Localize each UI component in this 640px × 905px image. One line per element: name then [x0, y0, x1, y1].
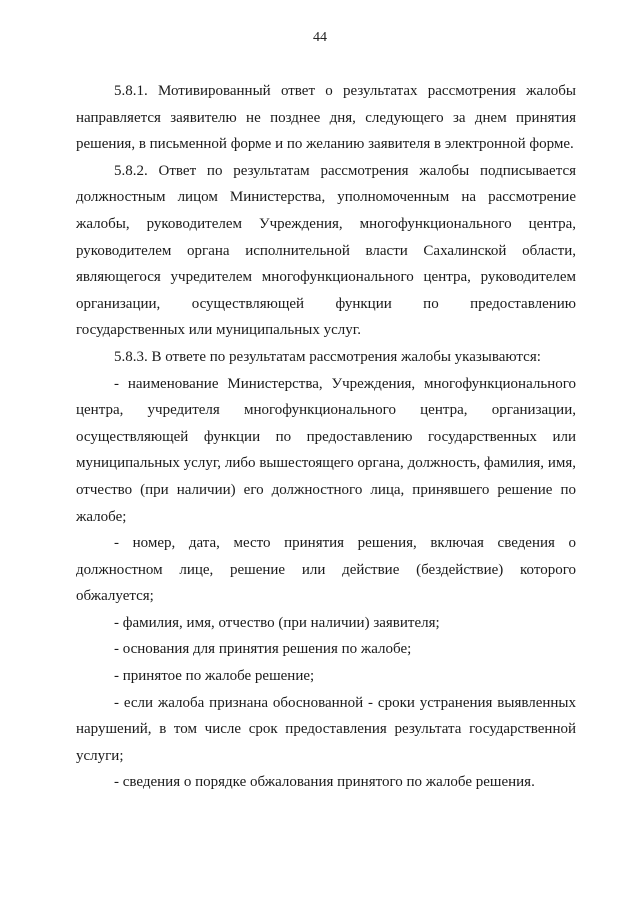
list-item-appeal-procedure: - сведения о порядке обжалования принятого по жалобе решения. [114, 774, 535, 791]
page-number: 44 [313, 30, 327, 45]
paragraph-5-8-2: 5.8.2. Ответ по результатам рассмотрения жалобы подписывается должностным лицом Министерства, уполномоченным на рассмотрение жалобы, руководителем Учреждения, многофункционального центра, руководителем органа исполнительной власти Сахалинской области, являющегося учредителем многофункционального центра, руководителем организации, осуществляющей функции по предоставлению государственных или муниципальных услуг. [76, 162, 576, 339]
list-item-applicant-name: - фамилия, имя, отчество (при наличии) заявителя; [114, 614, 440, 631]
list-item-decision-details: - номер, дата, место принятия решения, включая сведения о должностном лице, решение или действие (бездействие) которого обжалуется; [76, 535, 576, 605]
document-body [76, 78, 576, 796]
list-item-violation-terms: - если жалоба признана обоснованной - сроки устранения выявленных нарушений, в том числе срок предоставления результата государственной услуги; [76, 694, 576, 764]
list-item-decision: - принятое по жалобе решение; [114, 668, 315, 685]
list-item-authority-name: - наименование Министерства, Учреждения, многофункционального центра, учредителя многофункционального центра, организации, осуществляющей функции по предоставлению государственных или муниципальных услуг, либо вышестоящего органа, должность, фамилия, имя, отчество (при наличии) его должностного лица, принявшего решение по жалобе; [76, 375, 576, 525]
paragraph-5-8-3: 5.8.3. В ответе по результатам рассмотрения жалобы указываются: [114, 348, 541, 365]
paragraph-5-8-1: 5.8.1. Мотивированный ответ о результатах рассмотрения жалобы направляется заявителю не позднее дня, следующего за днем принятия решения, в письменной форме и по желанию заявителя в электронной форме. [76, 83, 576, 153]
list-item-decision-grounds: - основания для принятия решения по жалобе; [114, 641, 412, 658]
